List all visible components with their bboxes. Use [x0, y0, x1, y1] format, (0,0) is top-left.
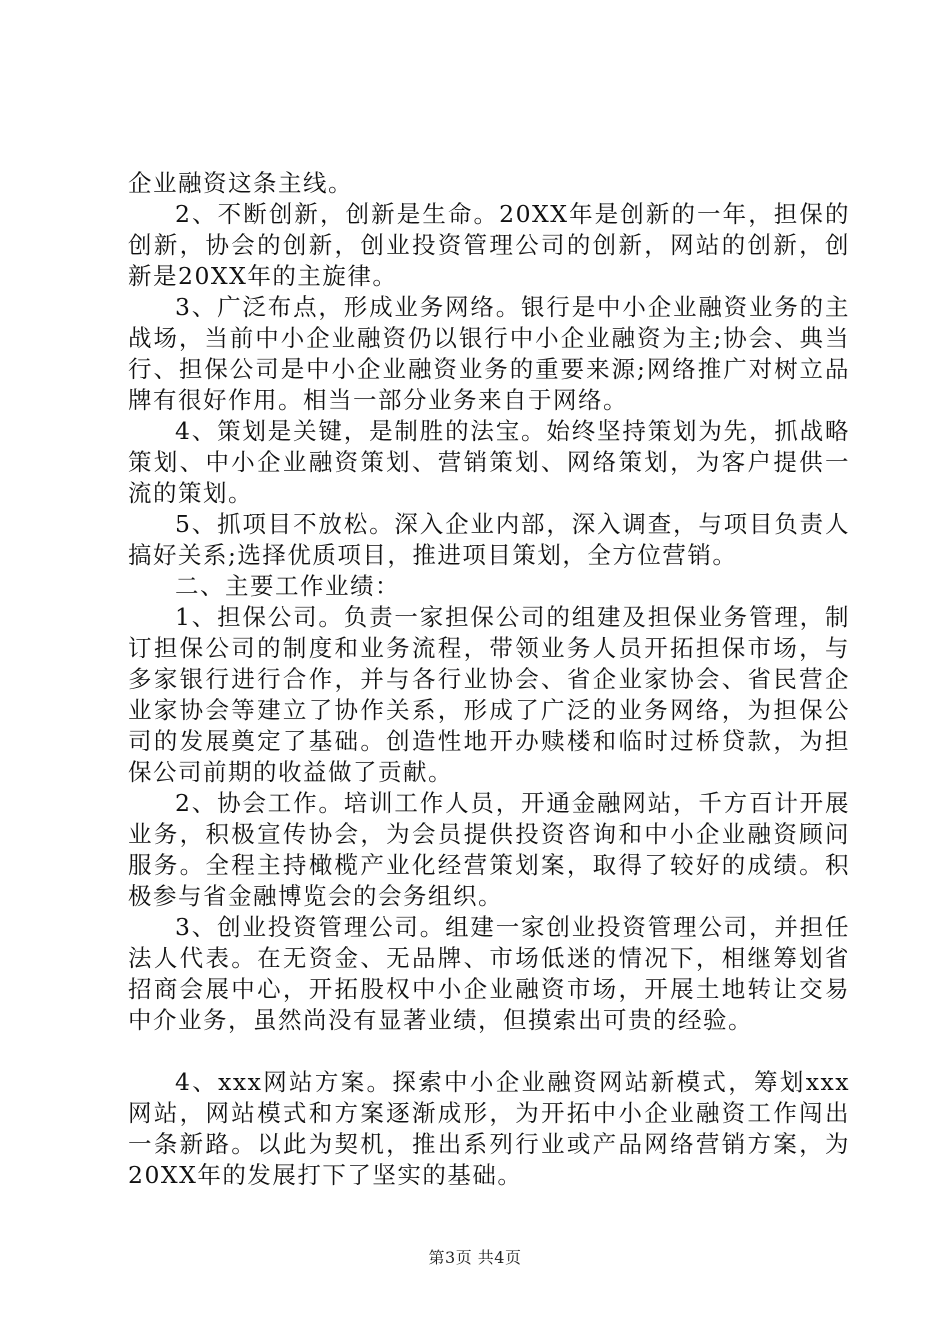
paragraph-venture-capital: 3、创业投资管理公司。组建一家创业投资管理公司，并担任法人代表。在无资金、无品牌、市场低迷的情况下，相继筹划省招商会展中心，开拓股权中小企业融资市场，开展土地转让交易中介业务，虽然尚没有显著业绩，但摸索出可贵的经验。 — [128, 913, 850, 1034]
paragraph-projects: 5、抓项目不放松。深入企业内部，深入调查，与项目负责人搞好关系;选择优质项目，推进项目策划，全方位营销。 — [128, 510, 850, 569]
paragraph-network: 3、广泛布点，形成业务网络。银行是中小企业融资业务的主战场，当前中小企业融资仍以银行中小企业融资为主;协会、典当行、担保公司是中小企业融资业务的重要来源;网络推广对树立品牌有很好作用。相当一部分业务来自于网络。 — [128, 293, 850, 414]
paragraph-innovation: 2、不断创新，创新是生命。20XX年是创新的一年，担保的创新，协会的创新，创业投资管理公司的创新，网站的创新，创新是20XX年的主旋律。 — [128, 200, 850, 290]
paragraph-continuation: 企业融资这条主线。 — [128, 169, 353, 197]
page-number: 第3页 共4页 — [428, 1248, 522, 1267]
paragraph-planning: 4、策划是关键，是制胜的法宝。始终坚持策划为先，抓战略策划、中小企业融资策划、营销策划、网络策划，为客户提供一流的策划。 — [128, 417, 850, 507]
section-heading-achievements: 二、主要工作业绩： — [175, 572, 400, 600]
paragraph-guarantee-company: 1、担保公司。负责一家担保公司的组建及担保业务管理，制订担保公司的制度和业务流程，带领业务人员开拓担保市场，与多家银行进行合作，并与各行业协会、省企业家协会、省民营企业家协会等建立了协作关系，形成了广泛的业务网络，为担保公司的发展奠定了基础。创造性地开办赎楼和临时过桥贷款，为担保公司前期的收益做了贡献。 — [128, 603, 850, 786]
paragraph-association-work: 2、协会工作。培训工作人员，开通金融网站，千方百计开展业务，积极宣传协会，为会员提供投资咨询和中小企业融资顾问服务。全程主持橄榄产业化经营策划案，取得了较好的成绩。积极参与省金融博览会的会务组织。 — [128, 789, 850, 910]
document-body — [128, 168, 850, 1191]
paragraph-website-plan: 4、xxx网站方案。探索中小企业融资网站新模式，筹划xxx网站，网站模式和方案逐渐成形，为开拓中小企业融资工作闯出一条新路。以此为契机，推出系列行业或产品网络营销方案，为20XX年的发展打下了坚实的基础。 — [128, 1068, 850, 1189]
